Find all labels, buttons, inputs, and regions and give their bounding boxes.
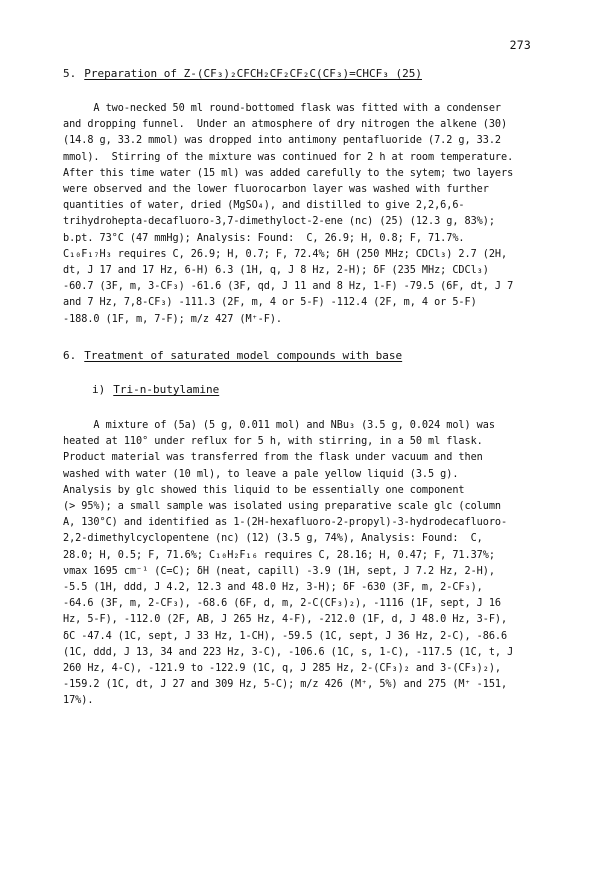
section-5-paragraph: [63, 101, 529, 328]
text-line: A, 130°C) and identified as 1-(2H-hexafluoro-2-propyl)-3-hydrodecafluoro-: [63, 517, 508, 529]
text-line: νmax 1695 cm⁻¹ (C=C); δH (neat, capill) -3.9 (1H, sept, J 7.2 Hz, 2-H),: [63, 565, 495, 577]
text-line: and dropping funnel. Under an atmosphere of dry nitrogen the alkene (30): [63, 119, 508, 131]
text-line: Hz, 5-F), -112.0 (2F, AB, J 265 Hz, 4-F), -212.0 (1F, d, J 48.0 Hz, 3-F),: [63, 614, 508, 626]
text-line: trihydrohepta-decafluoro-3,7-dimethyloct-2-ene (nc) (25) (12.3 g, 83%);: [63, 216, 495, 228]
text-line: mmol). Stirring of the mixture was continued for 2 h at room temperature.: [63, 151, 514, 163]
text-line: A two-necked 50 ml round-bottomed flask was fitted with a condenser: [63, 103, 502, 114]
section-6-heading: [63, 349, 402, 362]
text-line: A mixture of (5a) (5 g, 0.011 mol) and NBu₃ (3.5 g, 0.024 mol) was: [63, 420, 495, 431]
text-line: -188.0 (1F, m, 7-F); m/z 427 (M⁺-F).: [63, 313, 283, 325]
text-line: -60.7 (3F, m, 3-CF₃) -61.6 (3F, qd, J 11 and 8 Hz, 1-F) -79.5 (6F, dt, J 7: [63, 281, 514, 293]
text-line: -64.6 (3F, m, 2-CF₃), -68.6 (6F, d, m, 2-C(CF₃)₂), -1116 (1F, sept, J 16: [63, 598, 502, 610]
subsection-i-paragraph: [63, 418, 529, 710]
text-line: quantities of water, dried (MgSO₄), and distilled to give 2,2,6,6-: [63, 200, 465, 212]
text-line: C₁₀F₁₇H₃ requires C, 26.9; H, 0.7; F, 72.4%; δH (250 MHz; CDCl₃) 2.7 (2H,: [63, 248, 508, 260]
text-line: (14.8 g, 33.2 mmol) was dropped into antimony pentafluoride (7.2 g, 33.2: [63, 135, 502, 147]
text-line: heated at 110° under reflux for 5 h, with stirring, in a 50 ml flask.: [63, 436, 483, 448]
text-line: Analysis by glc showed this liquid to be essentially one component: [63, 484, 465, 496]
section-6-title: Treatment of saturated model compounds with base: [84, 349, 403, 362]
text-line: (> 95%); a small sample was isolated using preparative scale glc (column: [63, 501, 502, 513]
subsection-i-heading: [92, 383, 219, 396]
text-line: 260 Hz, 4-C), -121.9 to -122.9 (1C, q, J 285 Hz, 2-(CF₃)₂ and 3-(CF₃)₂),: [63, 663, 502, 675]
text-line: δC -47.4 (1C, sept, J 33 Hz, 1-CH), -59.5 (1C, sept, J 36 Hz, 2-C), -86.6: [63, 630, 508, 642]
text-line: After this time water (15 ml) was added carefully to the sytem; two layers: [63, 167, 514, 179]
section-5-heading: [63, 67, 422, 80]
text-line: b.pt. 73°C (47 mmHg); Analysis: Found: C, 26.9; H, 0.8; F, 71.7%.: [63, 232, 465, 244]
text-line: washed with water (10 ml), to leave a pale yellow liquid (3.5 g).: [63, 468, 459, 480]
text-line: -159.2 (1C, dt, J 27 and 309 Hz, 5-C); m/z 426 (M⁺, 5%) and 275 (M⁺ -151,: [63, 679, 508, 691]
section-5-number: 5.: [63, 67, 77, 80]
text-line: 2,2-dimethylcyclopentene (nc) (12) (3.5 g, 74%), Analysis: Found: C,: [63, 533, 483, 545]
text-line: 28.0; H, 0.5; F, 71.6%; C₁₀H₂F₁₆ requires C, 28.16; H, 0.47; F, 71.37%;: [63, 549, 495, 561]
page-number: 273: [509, 38, 531, 52]
text-line: and 7 Hz, 7,8-CF₃) -111.3 (2F, m, 4 or 5-F) -112.4 (2F, m, 4 or 5-F): [63, 297, 477, 309]
section-5-title: Preparation of Z-(CF₃)₂CFCH₂CF₂CF₂C(CF₃)=CHCF₃ (25): [84, 67, 423, 80]
subsection-i-number: i): [92, 383, 106, 396]
text-line: were observed and the lower fluorocarbon layer was washed with further: [63, 184, 489, 196]
text-line: 17%).: [63, 695, 94, 707]
subsection-i-title: Tri-n-butylamine: [113, 383, 220, 396]
text-line: (1C, ddd, J 13, 34 and 223 Hz, 3-C), -106.6 (1C, s, 1-C), -117.5 (1C, t, J: [63, 646, 514, 658]
text-line: dt, J 17 and 17 Hz, 6-H) 6.3 (1H, q, J 8 Hz, 2-H); δF (235 MHz; CDCl₃): [63, 265, 489, 277]
text-line: Product material was transferred from the flask under vacuum and then: [63, 452, 483, 464]
section-6-number: 6.: [63, 349, 77, 362]
text-line: -5.5 (1H, ddd, J 4.2, 12.3 and 48.0 Hz, 3-H); δF -630 (3F, m, 2-CF₃),: [63, 582, 483, 594]
